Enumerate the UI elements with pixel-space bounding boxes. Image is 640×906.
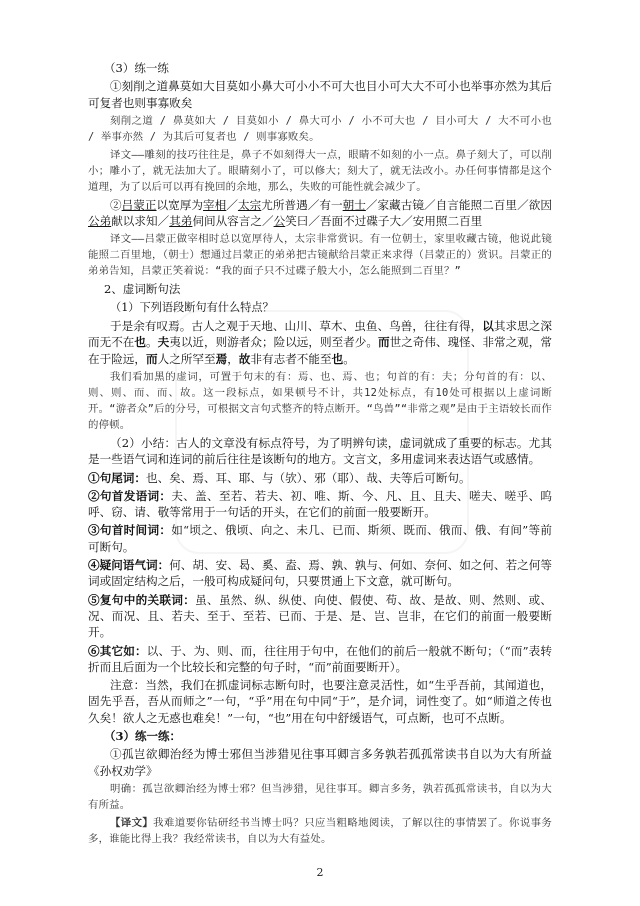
rule-sentence-final: ①句尾词：也、矣、焉、耳、耶、与（欤）、邪（耶）、哉、夫等后可断句。 <box>88 470 471 485</box>
exercise-1-handwritten-answer: 刻削之道 / 鼻莫如大 / 目莫如小 / 鼻大可小 / 小不可大也 / 目小可大 / 大不可小也 / 举事亦然 / 为其后可复者也 / 则事寡败矣。 <box>88 114 552 143</box>
exercise-1-translation: 译文——雕刻的技巧往往是，鼻子不如刻得大一点，眼睛不如刻的小一点。鼻子刻大了，可以削小；雕小了，就无法加大了。眼睛刻小了，可以修大；刻大了，就无法改小。办任何事情都是这个道理，为了以后可以再有挽回的余地，那么，失败的可能性就会减少了。 <box>88 148 552 193</box>
summary-intro: （2）小结：古人的文章没有标点符号，为了明辨句读，虚词就成了重要的标志。尤其是一些语气词和连词的前后往往是该断句的地方。文言文，多用虚词来表达语气或感情。 <box>88 435 552 467</box>
content-area <box>88 60 552 849</box>
rule-interrogative: ④疑问语气词：何、胡、安、曷、奚、盍、焉、孰、孰与、何如、奈何、如之何、若之何等词或固定结构之后，一般可构成疑问句，只要贯通上下文意，就可断句。 <box>88 558 552 589</box>
section-2-question: （1）下列语段断句有什么特点？ <box>110 300 274 314</box>
rule-time-words: ③句首时间词：如“顷之、俄顷、向之、未几、已而、斯须、既而、俄而、俄、有间”等前可断句。 <box>88 523 552 554</box>
page-number: 2 <box>316 866 324 879</box>
rule-others: ⑥其它如：以、于、为、则、而，往往用于句中，在他们的前后一般就不断句；（“而”表转折而且后面为一个比较长和完整的句子时，“而”前面要断开）。 <box>88 643 552 674</box>
example-passage: 于是余有叹焉。古人之观于天地、山川、草木、虫鱼、鸟兽，往往有得，以其求思之深而无不在也。夫夷以近，则游者众；险以远，则至者少。而世之奇伟、瑰怪、非常之观，常在于险远，而人之所罕至焉，故非有志者不能至也。 <box>88 319 552 366</box>
section-3-title: （3）练一练 <box>104 61 169 75</box>
handwritten-analysis: 我们看加黑的虚词，可置于句末的有：焉、也、焉、也；句首的有：夫；分句首的有：以、则、则、而、而、故。这一段标点，如果顿号不计，共12处标点，有10处可根据以上虚词断开。“游者众”后的分号，可根据文言句式整齐的特点断开。“鸟兽”“非常之观”是由于主语较长而作的停顿。 <box>88 370 552 431</box>
section-2-title: 2、虚词断句法 <box>104 282 181 297</box>
exercise-2-text: ②吕蒙正以宽厚为宰相／太宗尤所普遇／有一朝士／家藏古镜／自言能照二百里／欲因公弟献以求知／其弟伺间从容言之／公笑曰／吾面不过碟子大／安用照二百里 <box>88 197 552 229</box>
exercise-2-translation: 译文——吕蒙正做宰相时总以宽厚待人，太宗非常赏识。有一位朝士，家里收藏古镜，他说此镜能照二百里地，（朝士）想通过吕蒙正的弟弟把古镜献给吕蒙正来求得（吕蒙正的）赏识。吕蒙正的弟弟告知，吕蒙正笑着说：“我的面子只不过碟子般大小，怎么能照到二百里？” <box>88 233 552 278</box>
exercise-3-text: ①孤岂欲卿治经为博士邪但当涉猎见往事耳卿言多务孰若孤孤常读书自以为大有所益《孙权劝学》 <box>88 747 552 778</box>
rule-conjunctions: ⑤复句中的关联词：虽、虽然、纵、纵使、向使、假使、苟、故、是故、则、然则、或、况、而况、且、若夫、至于、至若、已而、于是、是、岂、岂非，在它们的前面一般要断开。 <box>88 592 552 640</box>
translation-label: 【译文】 <box>110 816 154 829</box>
rule-sentence-initial: ②句首发语词：夫、盖、至若、若夫、初、唯、斯、今、凡、且、且夫、嗟夫、嗟乎、呜呼、窃、请、敬等常用于一句话的开头，在它们的前面一般要断开。 <box>88 488 552 520</box>
section-3b-title: （3）练一练： <box>104 729 182 744</box>
exercise-3-answer: 明确：孤岂欲卿治经为博士邪？但当涉猎，见往事耳。卿言多务，孰若孤孤常读书，自以为大有所益。 <box>88 782 552 811</box>
attention-note: 注意：当然，我们在抓虚词标志断句时，也要注意灵活性，如“生乎吾前，其闻道也，固先乎吾，吾从而师之”一句，“乎”用在句中同“于”，是介词，词性变了。如“师道之传也久矣！欲人之无惑也难矣！”一句，“也”用在句中舒缓语气，可点断，也可不点断。 <box>88 678 552 725</box>
exercise-3-translation: 【译文】我难道要你钻研经书当博士吗？只应当粗略地阅读，了解以往的事情罢了。你说事务多，谁能比得上我？我经常读书，自以为大有益处。 <box>88 816 552 845</box>
exercise-1-text: ①刻削之道鼻莫如大目莫如小鼻大可小小不可大也目小可大大不可小也举事亦然为其后可复者也则事寡败矣 <box>88 79 552 110</box>
